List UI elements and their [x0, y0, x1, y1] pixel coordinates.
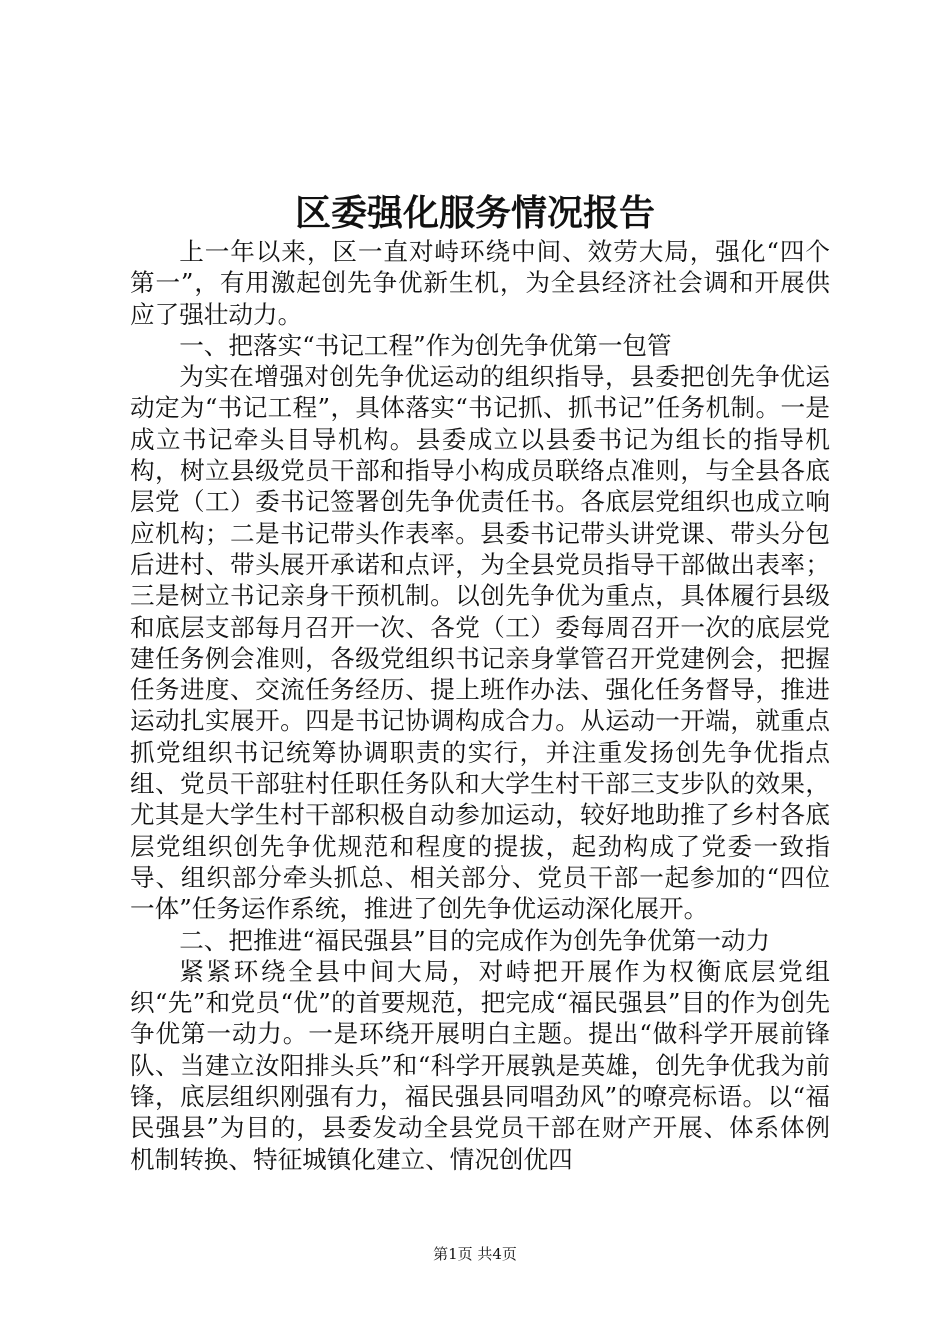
document-title: 区委强化服务情况报告 [294, 192, 655, 234]
paragraph-section-1: 为实在增强对创先争优运动的组织指导，县委把创先争优运动定为“书记工程”，具体落实“书记抓、抓书记”任务机制。一是成立书记牵头目导机构。县委成立以县委书记为组长的指导机构，树立县级党员干部和指导小构成员联络点准则，与全县各底层党（工）委书记签署创先争优责任书。各底层党组织也成立响应机构；二是书记带头作表率。县委书记带头讲党课、带头分包后进村、带头展开承诺和点评，为全县党员指导干部做出表率；三是树立书记亲身干预机制。以创先争优为重点，具体履行县级和底层支部每月召开一次、各党（工）委每周召开一次的底层党建任务例会准则，各级党组织书记亲身掌管召开党建例会，把握任务进度、交流任务经历、提上班作办法、强化任务督导，推进运动扎实展开。四是书记协调构成合力。从运动一开端，就重点抓党组织书记统筹协调职责的实行，并注重发扬创先争优指点组、党员干部驻村任职任务队和大学生村干部三支步队的效果，尤其是大学生村干部积极自动参加运动，较好地助推了乡村各底层党组织创先争优规范和程度的提拔，起劲构成了党委一致指导、组织部分牵头抓总、相关部分、党员干部一起参加的“四位一体”任务运作系统，推进了创先争优运动深化展开。 [130, 362, 830, 924]
paragraph-intro: 上一年以来，区一直对峙环绕中间、效劳大局，强化“四个第一”，有用激起创先争优新生机，为全县经济社会调和开展供应了强壮动力。 [130, 237, 830, 329]
section-heading-1: 一、把落实“书记工程”作为创先争优第一包管 [179, 330, 672, 360]
document-body [130, 236, 830, 1175]
section-heading-2: 二、把推进“福民强县”目的完成作为创先争优第一动力 [179, 925, 770, 955]
page-number-footer: 第1页 共4页 [433, 1245, 517, 1263]
paragraph-section-2: 紧紧环绕全县中间大局，对峙把开展作为权衡底层党组织“先”和党员“优”的首要规范，把完成“福民强县”目的作为创先争优第一动力。一是环绕开展明白主题。提出“做科学开展前锋队、当建立汝阳排头兵”和“科学开展孰是英雄，创先争优我为前锋，底层组织刚强有力，福民强县同唱劲风”的嘹亮标语。以“福民强县”为目的，县委发动全县党员干部在财产开展、体系体例机制转换、特征城镇化建立、情况创优四 [130, 956, 830, 1174]
